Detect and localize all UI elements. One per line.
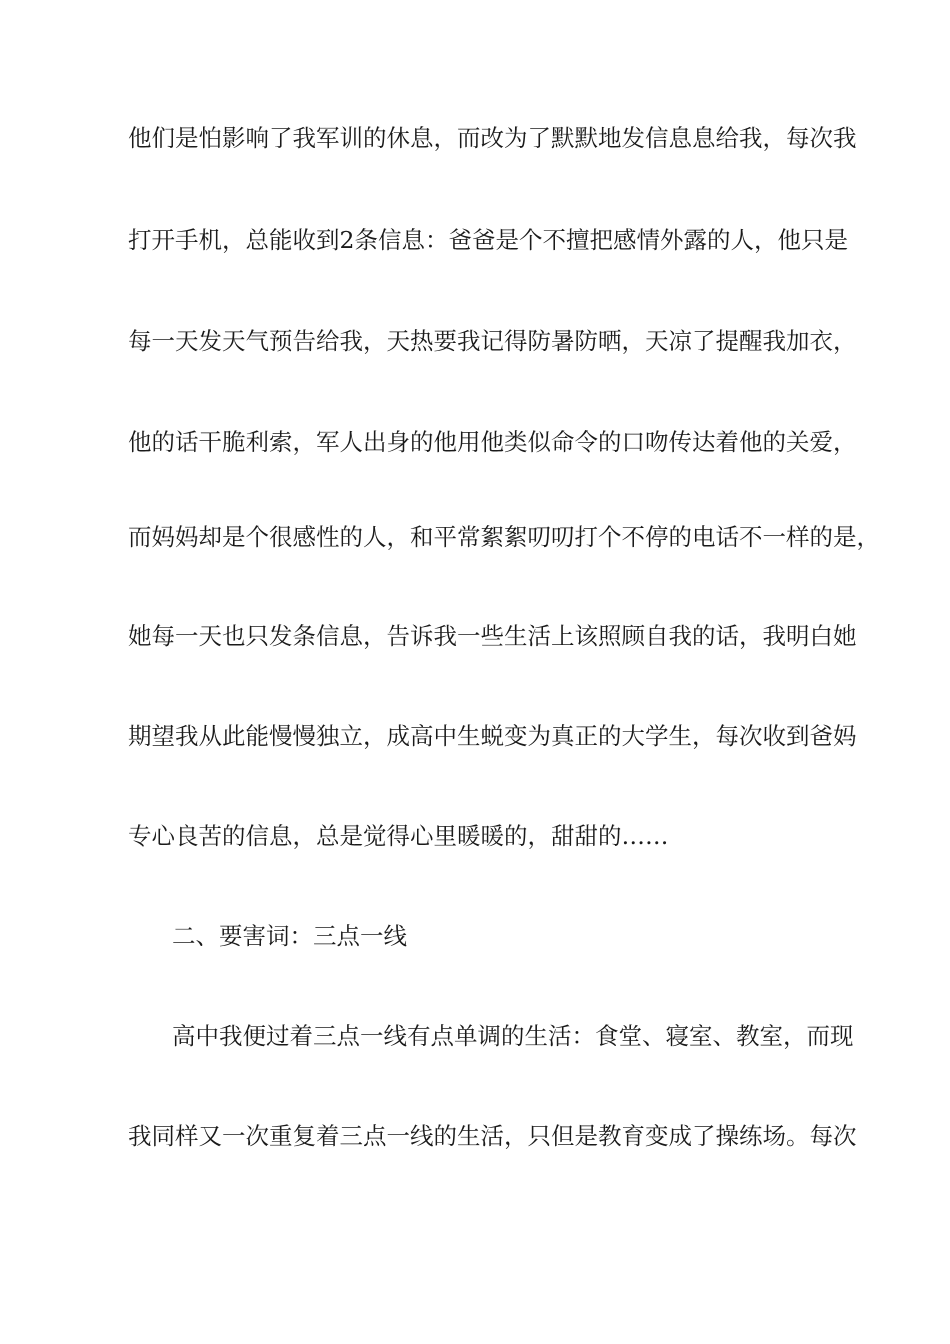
text-line: 专心良苦的信息，总是觉得心里暖暖的，甜甜的…… — [128, 822, 669, 850]
text-line: 他的话干脆利索，军人出身的他用他类似命令的口吻传达着他的关爱， — [128, 428, 857, 456]
paragraph-line: 我同样又一次重复着三点一线的生活，只但是教育变成了操练场。每次 — [128, 1122, 857, 1150]
text-line: 而妈妈却是个很感性的人，和平常絮絮叨叨打个不停的电话不一样的是， — [128, 523, 880, 551]
text-line: 他们是怕影响了我军训的休息，而改为了默默地发信息息给我，每次我 — [128, 124, 857, 152]
text-line: 打开手机，总能收到2条信息：爸爸是个不擅把感情外露的人，他只是 — [128, 226, 848, 254]
text-line: 期望我从此能慢慢独立，成高中生蜕变为真正的大学生，每次收到爸妈 — [128, 722, 857, 750]
text-line: 她每一天也只发条信息，告诉我一些生活上该照顾自我的话，我明白她 — [128, 622, 857, 650]
text-line: 每一天发天气预告给我，天热要我记得防暑防晒，天凉了提醒我加衣， — [128, 327, 857, 355]
section-heading: 二、要害词：三点一线 — [172, 922, 407, 950]
paragraph-line: 高中我便过着三点一线有点单调的生活：食堂、寝室、教室，而现 — [172, 1022, 854, 1050]
